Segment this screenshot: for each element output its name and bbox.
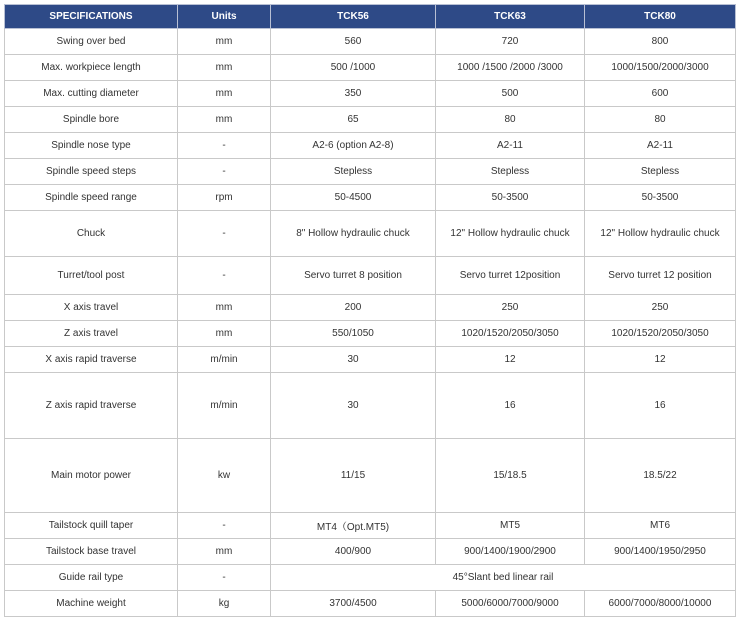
value-tck63: 16 [436, 373, 585, 439]
value-tck56: Servo turret 8 position [271, 257, 436, 295]
spec-unit: mm [178, 29, 271, 55]
spec-name: Main motor power [5, 439, 178, 513]
value-tck80: 50-3500 [585, 185, 736, 211]
table-row [5, 295, 736, 321]
spec-name: Machine weight [5, 591, 178, 617]
spec-unit: mm [178, 321, 271, 347]
spec-name: Guide rail type [5, 565, 178, 591]
table-body [5, 29, 736, 617]
spec-unit: - [178, 513, 271, 539]
value-tck63: 900/1400/1900/2900 [436, 539, 585, 565]
table-row [5, 81, 736, 107]
value-tck56: 8" Hollow hydraulic chuck [271, 211, 436, 257]
value-tck56: 30 [271, 373, 436, 439]
value-tck63: Servo turret 12position [436, 257, 585, 295]
value-tck80: 18.5/22 [585, 439, 736, 513]
value-tck56: 50-4500 [271, 185, 436, 211]
spec-name: Tailstock quill taper [5, 513, 178, 539]
spec-unit: - [178, 159, 271, 185]
spec-unit: - [178, 565, 271, 591]
value-tck56: 400/900 [271, 539, 436, 565]
table-row [5, 55, 736, 81]
value-tck80: 80 [585, 107, 736, 133]
spec-unit: m/min [178, 373, 271, 439]
value-tck56: 550/1050 [271, 321, 436, 347]
spec-unit: mm [178, 107, 271, 133]
value-tck56: 3700/4500 [271, 591, 436, 617]
spec-name: Z axis rapid traverse [5, 373, 178, 439]
table-row [5, 513, 736, 539]
spec-unit: m/min [178, 347, 271, 373]
value-tck56: 350 [271, 81, 436, 107]
spec-name: Chuck [5, 211, 178, 257]
value-tck80: 1020/1520/2050/3050 [585, 321, 736, 347]
value-tck80: 12 [585, 347, 736, 373]
table-row [5, 591, 736, 617]
header-row [5, 5, 736, 29]
value-tck63: 12 [436, 347, 585, 373]
spec-name: Turret/tool post [5, 257, 178, 295]
table-row [5, 211, 736, 257]
header-tck56: TCK56 [271, 5, 436, 29]
value-tck56: A2-6 (option A2-8) [271, 133, 436, 159]
spec-unit: kg [178, 591, 271, 617]
table-row [5, 159, 736, 185]
value-tck80: A2-11 [585, 133, 736, 159]
header-tck80: TCK80 [585, 5, 736, 29]
spec-unit: rpm [178, 185, 271, 211]
table-row [5, 185, 736, 211]
table-row [5, 257, 736, 295]
value-tck63: A2-11 [436, 133, 585, 159]
value-tck63: 720 [436, 29, 585, 55]
table-row-guide-rail [5, 565, 736, 591]
spec-name: Spindle speed steps [5, 159, 178, 185]
value-tck63: MT5 [436, 513, 585, 539]
spec-name: Spindle bore [5, 107, 178, 133]
value-tck63: 1000 /1500 /2000 /3000 [436, 55, 585, 81]
table-row [5, 29, 736, 55]
value-tck80: 600 [585, 81, 736, 107]
value-tck80: Stepless [585, 159, 736, 185]
spec-unit: mm [178, 295, 271, 321]
value-tck56: 65 [271, 107, 436, 133]
spec-unit: mm [178, 81, 271, 107]
value-tck80: MT6 [585, 513, 736, 539]
spec-name: Spindle nose type [5, 133, 178, 159]
table-row [5, 321, 736, 347]
header-tck63: TCK63 [436, 5, 585, 29]
table-row [5, 439, 736, 513]
value-tck80: 6000/7000/8000/10000 [585, 591, 736, 617]
value-tck63: 80 [436, 107, 585, 133]
value-all-models: 45°Slant bed linear rail [271, 565, 736, 591]
spec-unit: mm [178, 55, 271, 81]
spec-name: Max. workpiece length [5, 55, 178, 81]
spec-name: Tailstock base travel [5, 539, 178, 565]
value-tck63: 5000/6000/7000/9000 [436, 591, 585, 617]
spec-unit: - [178, 257, 271, 295]
value-tck56: 200 [271, 295, 436, 321]
value-tck56: 11/15 [271, 439, 436, 513]
specifications-table [4, 4, 736, 617]
value-tck56: Stepless [271, 159, 436, 185]
spec-name: Spindle speed range [5, 185, 178, 211]
header-units: Units [178, 5, 271, 29]
value-tck80: 800 [585, 29, 736, 55]
value-tck56: 500 /1000 [271, 55, 436, 81]
table-row [5, 539, 736, 565]
value-tck63: 1020/1520/2050/3050 [436, 321, 585, 347]
spec-name: Z axis travel [5, 321, 178, 347]
spec-unit: kw [178, 439, 271, 513]
spec-name: X axis rapid traverse [5, 347, 178, 373]
table-row [5, 107, 736, 133]
spec-unit: - [178, 133, 271, 159]
header-specifications: SPECIFICATIONS [5, 5, 178, 29]
value-tck80: 900/1400/1950/2950 [585, 539, 736, 565]
value-tck63: 12" Hollow hydraulic chuck [436, 211, 585, 257]
value-tck80: 250 [585, 295, 736, 321]
value-tck80: 12" Hollow hydraulic chuck [585, 211, 736, 257]
value-tck63: 15/18.5 [436, 439, 585, 513]
value-tck63: 500 [436, 81, 585, 107]
spec-name: Swing over bed [5, 29, 178, 55]
spec-unit: mm [178, 539, 271, 565]
spec-unit: - [178, 211, 271, 257]
table-row [5, 347, 736, 373]
value-tck56: 560 [271, 29, 436, 55]
value-tck56: 30 [271, 347, 436, 373]
spec-name: Max. cutting diameter [5, 81, 178, 107]
value-tck63: 250 [436, 295, 585, 321]
value-tck63: 50-3500 [436, 185, 585, 211]
table-row [5, 373, 736, 439]
table-row [5, 133, 736, 159]
spec-name: X axis travel [5, 295, 178, 321]
value-tck80: 16 [585, 373, 736, 439]
value-tck80: Servo turret 12 position [585, 257, 736, 295]
value-tck80: 1000/1500/2000/3000 [585, 55, 736, 81]
value-tck63: Stepless [436, 159, 585, 185]
value-tck56: MT4（Opt.MT5) [271, 513, 436, 539]
